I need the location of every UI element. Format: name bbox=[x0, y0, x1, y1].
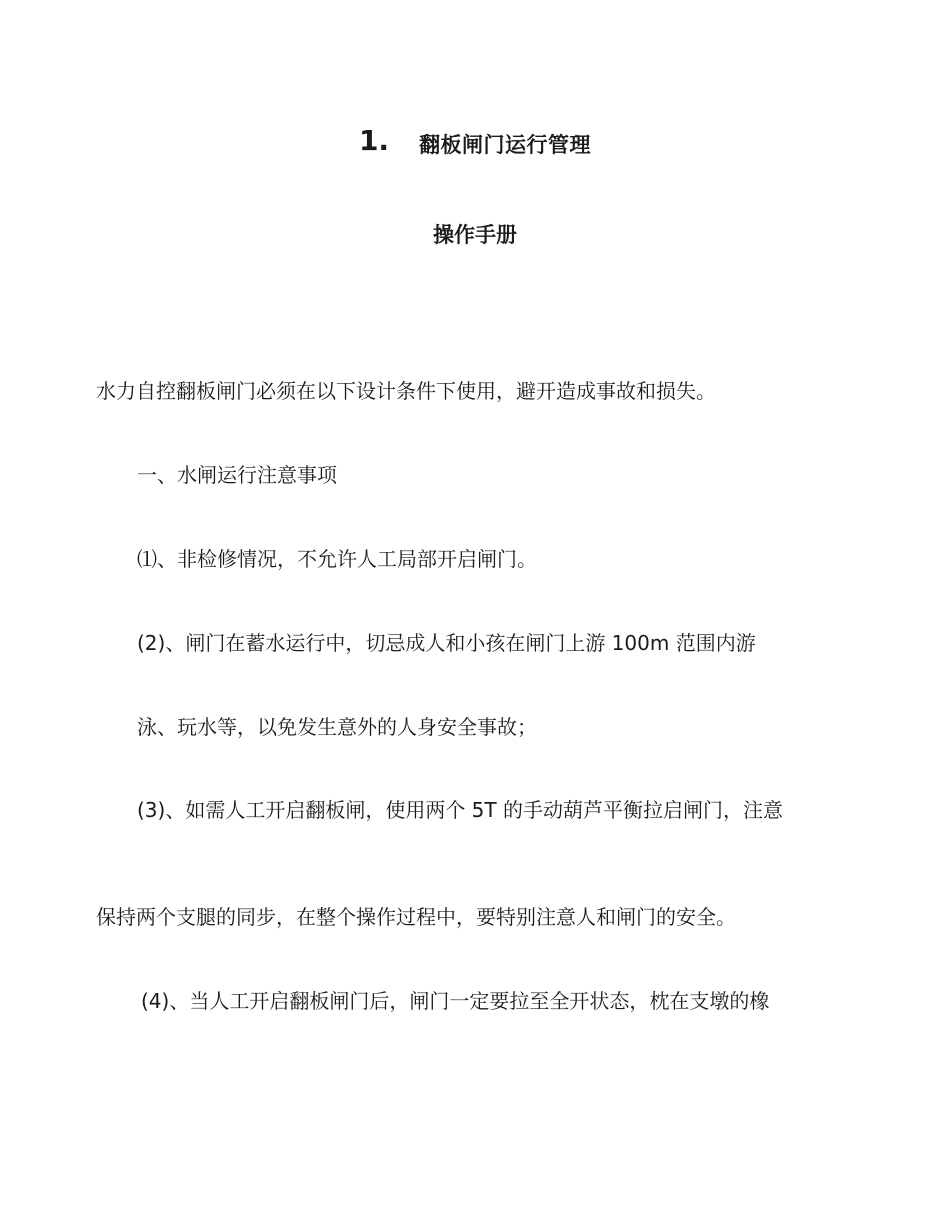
title-number: 1. bbox=[358, 124, 390, 157]
paragraph-line: (4)、当人工开启翻板闸门后，闸门一定要拉至全开状态，枕在支墩的橡 bbox=[141, 989, 770, 1013]
section-heading: 一、水闸运行注意事项 bbox=[137, 463, 337, 487]
title-text: 翻板闸门运行管理 bbox=[419, 133, 592, 157]
document-title bbox=[0, 126, 950, 159]
paragraph-line: 保持两个支腿的同步，在整个操作过程中，要特别注意人和闸门的安全。 bbox=[96, 905, 736, 929]
paragraph-line: (3)、如需人工开启翻板闸，使用两个 5T 的手动葫芦平衡拉启闸门，注意 bbox=[137, 798, 783, 822]
document-subtitle: 操作手册 bbox=[433, 223, 517, 247]
paragraph-line: ⑴、非检修情况，不允许人工局部开启闸门。 bbox=[137, 547, 537, 571]
paragraph-line: (2)、闸门在蓄水运行中，切忌成人和小孩在闸门上游 100m 范围内游 bbox=[137, 631, 756, 655]
paragraph-line: 泳、玩水等，以免发生意外的人身安全事故； bbox=[137, 715, 537, 739]
intro-paragraph: 水力自控翻板闸门必须在以下设计条件下使用，避开造成事故和损失。 bbox=[96, 379, 716, 403]
